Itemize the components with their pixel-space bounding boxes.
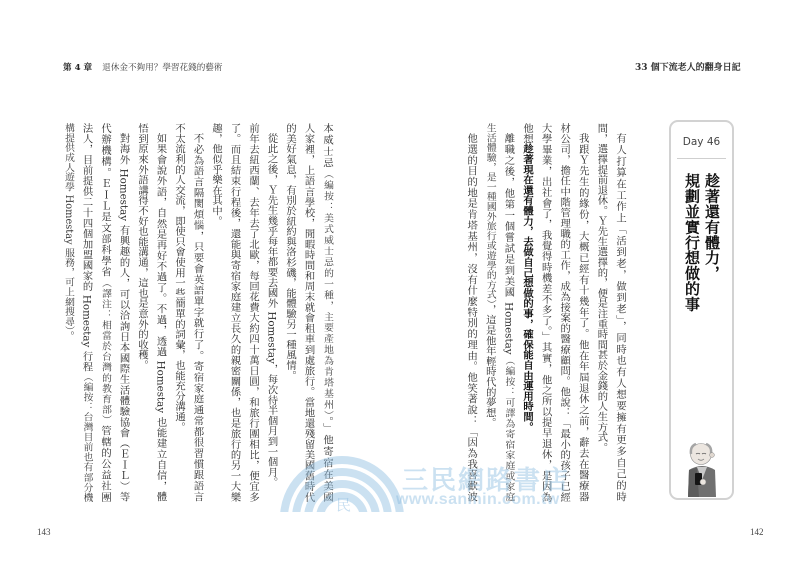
watermark-store-name: 三民網路書店 <box>402 466 571 496</box>
translator-note: （譯注：相當於台灣的教育部） <box>100 277 111 426</box>
text-segment: 悟到原來外語講得不好也能溝通，這也是意外的收穫。 <box>136 123 148 371</box>
text-segment: 本威士忌 <box>321 123 333 169</box>
text-column <box>613 123 627 502</box>
chapter-title: 退休金不夠用？學習花錢的藝術 <box>102 63 223 73</box>
elderly-man-icon <box>686 440 718 498</box>
text-segment: 人家裡，上語言學校，閒暇時間和周末就會租車到處旅行。當地還殘留美國舊時代 <box>302 123 315 502</box>
text-segment: 趣，他似乎樂在其中。 <box>210 123 222 226</box>
text-column <box>483 123 497 502</box>
day-sidebar-box <box>669 120 734 500</box>
text-segment: 。」他寄宿在美國 <box>321 416 333 503</box>
text-column <box>557 123 571 502</box>
text-column <box>520 123 534 502</box>
text-column <box>98 123 112 502</box>
editor-note: 構提供成人遊學 Homestay 服務，可上網搜尋） <box>63 123 74 331</box>
text-segment: 管轄的公益社團 <box>99 425 111 503</box>
text-segment: 不必為語言隔閡煩惱，只要會英語單字就行了。寄宿家庭通常都很習慣跟語言 <box>191 133 204 502</box>
text-column <box>135 123 149 502</box>
editor-note: （編按：美式威士忌的一種，主要產地為肯塔基州） <box>322 168 333 417</box>
text-segment: ，這是他年輕時代的夢想。 <box>483 304 496 428</box>
page-number: 142 <box>750 527 764 537</box>
text-column <box>265 123 279 502</box>
text-segment: 了。而且結束行程後，還能與寄宿家庭建立長久的親密關係，也是旅行的另一大樂 <box>228 123 241 502</box>
text-segment: 。 <box>62 331 74 342</box>
text-segment: 有人打算在工作上「活到老，做到老」，同時也有人想要擁有更多自己的時 <box>614 133 626 502</box>
text-column <box>539 123 553 502</box>
text-column <box>209 123 223 502</box>
right-page <box>400 0 800 572</box>
divider <box>677 158 726 159</box>
text-segment: 的美好氣息，有別於紐約與洛杉磯，能體驗另一種風情。 <box>284 123 296 381</box>
text-segment: 間，選擇提前退休。Ｙ先生選擇的，便是注重時間甚於金錢的人生方式。 <box>595 123 608 453</box>
text-column <box>246 123 260 502</box>
text-column <box>61 123 75 502</box>
elderly-man-illustration <box>686 440 718 498</box>
text-column <box>80 123 94 502</box>
text-column <box>283 123 297 502</box>
sidebar-title-line-2: 規劃並實行想做的事 <box>683 173 701 312</box>
sidebar-title-line-1: 趁著還有體力， <box>703 173 721 281</box>
text-segment: 離職之後，他第一個嘗試是到美國 Homestay <box>502 133 515 355</box>
text-segment: 代辦機構。ＥＩＬ是文部科學省 <box>99 123 111 278</box>
text-segment: 法人，目前提供二十四個加盟國家的 Homestay 行程 <box>80 123 93 372</box>
text-column <box>302 123 316 502</box>
text-segment: 他選的目的地是肯塔基州，沒有什麼特別的理由。他笑著說：「因為我喜歡波 <box>465 133 478 502</box>
page-number: 143 <box>37 527 51 537</box>
editor-note: 生活體驗，是一種國外旅行或遊學的方式） <box>484 123 496 305</box>
text-column <box>172 123 186 502</box>
watermark-logo-glyph: 民 <box>336 496 352 514</box>
text-segment: 他想 <box>521 123 533 144</box>
watermark-url: www.sanmin.com.tw <box>396 491 560 508</box>
text-segment: 材公司，擔任中階管理職的工作，成為接案的醫療顧問。他說：「最小的孩子已經 <box>558 123 571 502</box>
text-segment: 我跟Ｙ先生的緣份，大概已經有十幾年了。他在年屆退休之前，辭去在醫療器 <box>576 133 589 502</box>
text-segment: 前年去紐西蘭、去年去了北歐，每回花費大約四十萬日圓，和旅行團相比，便宜多 <box>247 123 259 502</box>
chapter-number: 第 4 章 <box>63 63 93 73</box>
text-column <box>320 123 334 502</box>
text-segment: 大學畢業，出社會了，我覺得時機差不多了。」其實，他之所以提早退休，是因為 <box>539 123 552 502</box>
text-segment: 對海外 Homestay 有興趣的人，可以洽詢日本國際生活體驗協會（ＥＩＬ）等 <box>117 133 130 502</box>
text-column <box>576 123 590 502</box>
text-column <box>228 123 242 502</box>
text-column <box>191 123 205 502</box>
running-header-book-title: 33 個下流老人的翻身日記 <box>635 63 741 73</box>
emphasized-text: 趁著現在還有體力，去做自己想做的事，確保能自由運用時間。 <box>521 143 533 433</box>
text-segment: 從此之後，Ｙ先生幾乎每年都要去國外 Homestay，每次待半個月到一個月。 <box>265 133 278 488</box>
editor-note: （編按：可譯為寄宿家庭或家庭 <box>503 354 515 503</box>
text-segment: 不太流利的人交流，即使只會使用一些簡單的詞彙，也能充分溝通。 <box>173 123 185 432</box>
text-column <box>154 123 168 502</box>
text-column <box>464 123 478 502</box>
text-column <box>117 123 131 502</box>
text-column <box>501 123 515 502</box>
text-segment: 如果會說外語，自然是再好不過了。不過，透過 Homestay 也能建立自信，體 <box>154 133 167 502</box>
running-header-chapter <box>63 63 222 74</box>
text-column <box>594 123 608 502</box>
editor-note: （編按：台灣目前也有部分機 <box>81 371 93 502</box>
day-label: Day 46 <box>682 136 721 148</box>
